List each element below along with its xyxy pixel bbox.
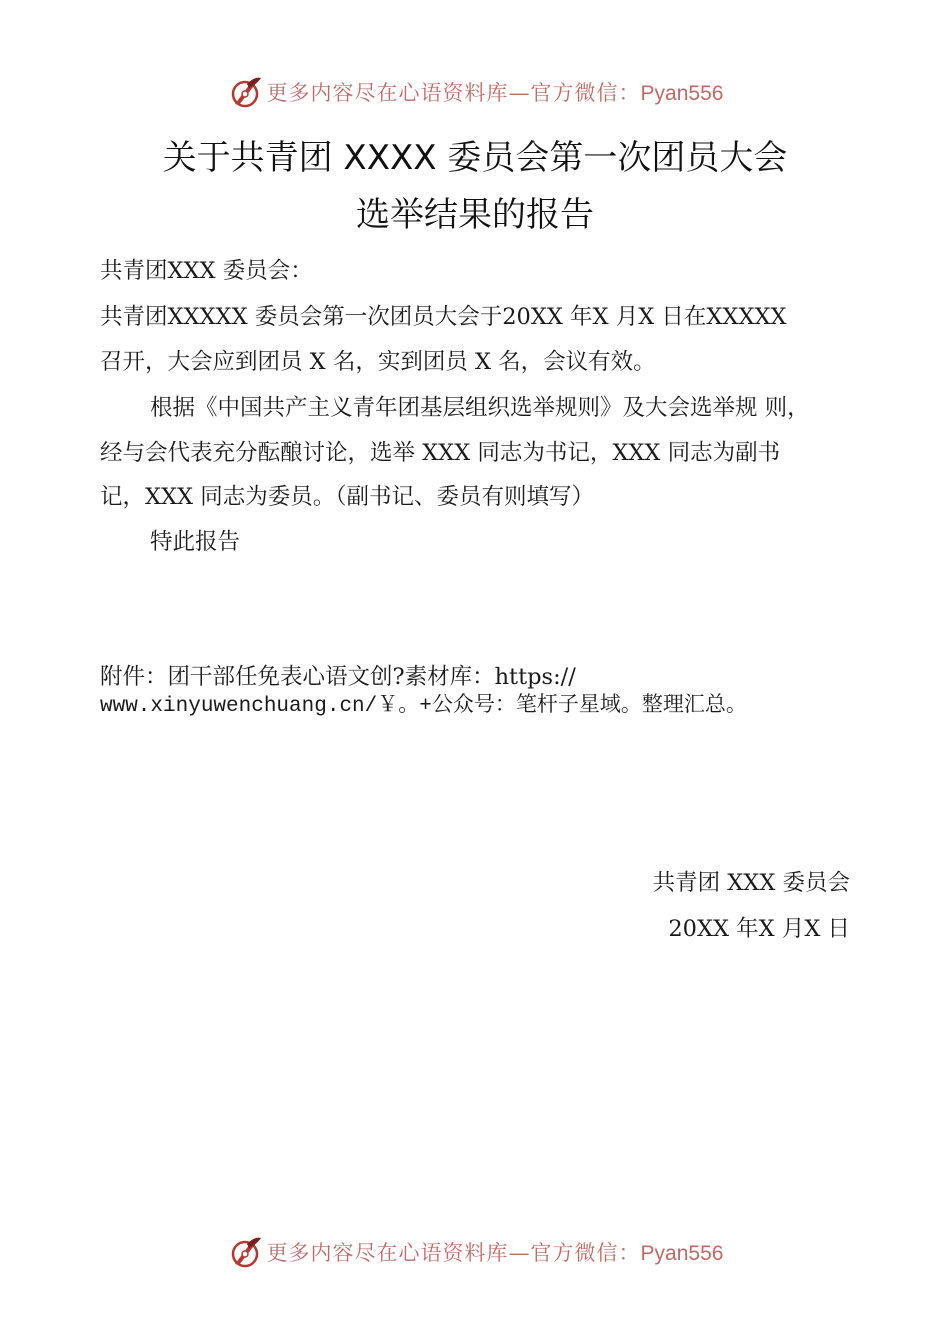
paragraph-2-line-1: 根据《中国共产主义青年团基层组织选举规则》及大会选举规 则， — [150, 395, 810, 421]
watermark-banner-top — [0, 70, 950, 114]
watermark-banner-bottom — [0, 1230, 950, 1274]
signature-date: 20XX 年X 月X 日 — [668, 916, 850, 942]
paragraph-2-line-2: 经与会代表充分酝酿讨论，选举 XXX 同志为书记，XXX 同志为副书 — [100, 440, 781, 466]
document-title-line-2: 选举结果的报告 — [356, 195, 594, 235]
attachment-line-1: 附件：团干部任免表心语文创?素材库：https:// — [100, 664, 576, 690]
quill-logo-icon — [227, 74, 263, 110]
attachment-line-2: www.xinyuwenchuang.cn/￥。+公众号：笔杆子星域。整理汇总。 — [100, 695, 747, 718]
quill-logo-icon — [227, 1234, 263, 1270]
paragraph-1-line-1: 共青团XXXXX 委员会第一次团员大会于20XX 年X 月X 日在XXXXX — [100, 304, 787, 330]
watermark-text: 更多内容尽在心语资料库—官方微信：Pyan556 — [266, 1241, 724, 1265]
closing-line: 特此报告 — [150, 529, 241, 555]
watermark-text: 更多内容尽在心语资料库—官方微信：Pyan556 — [266, 81, 724, 105]
signature-org: 共青团 XXX 委员会 — [652, 870, 850, 896]
paragraph-1-line-2: 召开，大会应到团员 X 名，实到团员 X 名，会议有效。 — [100, 349, 656, 375]
document-title-line-1: 关于共青团 XXXX 委员会第一次团员大会 — [162, 138, 788, 178]
salutation: 共青团XXX 委员会： — [100, 258, 313, 284]
paragraph-2-line-3: 记，XXX 同志为委员。（副书记、委员有则填写） — [100, 484, 594, 510]
